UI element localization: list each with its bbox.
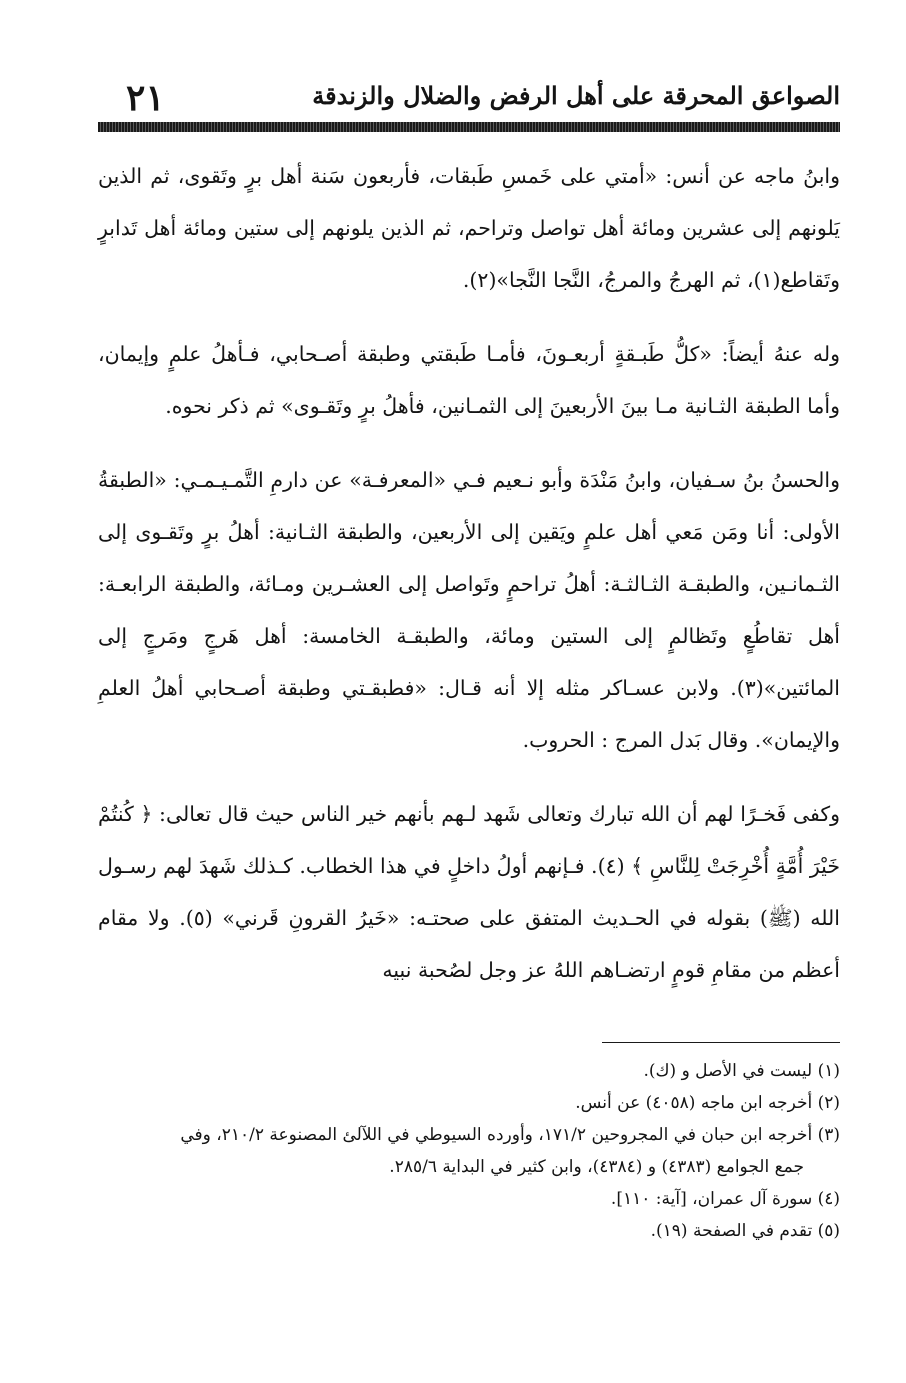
header-divider	[98, 122, 840, 132]
footnote-3-continued: جمع الجوامع (٤٣٨٣) و (٤٣٨٤)، وابن كثير في البداية ٢٨٥/٦.	[389, 1157, 804, 1177]
footnote-2: (٢) أخرجه ابن ماجه (٤٠٥٨) عن أنس.	[575, 1093, 840, 1113]
paragraph: وابنُ ماجه عن أنس: «أمتي على خَمسِ طَبقات، فأربعون سَنة أهل برٍ وتَقوى، ثم الذين يَلونهم إلى عشرين ومائة أهل تواصل وتراحم، ثم الذين يلونهم إلى ستين ومائة أهل تَدابرٍ وتَقاطع(١)، ثم الهرجُ والمرجُ، النَّجا النَّجا»(٢).	[98, 164, 840, 292]
footnote-1: (١) ليست في الأصل و (ك).	[643, 1061, 840, 1081]
running-title: الصواعق المحرقة على أهل الرفض والضلال والزندقة	[312, 81, 840, 110]
footnote-4: (٤) سورة آل عمران، [آية: ١١٠].	[610, 1189, 840, 1209]
page-header	[98, 70, 840, 122]
paragraph: وكفى فَخـرًا لهم أن الله تبارك وتعالى شَهد لـهم بأنهم خير الناس حيث قال تعالى: ﴿ كُنتُمْ خَيْرَ أُمَّةٍ أُخْرِجَتْ لِلنَّاسِ ﴾ (٤). فـإنهم أولُ داخلٍ في هذا الخطاب. كـذلك شَهدَ لهم رسـول الله (ﷺ) بقوله في الحـديث المتفق على صحتـه: «خَيرُ القرونِ قَرني» (٥). ولا مقام أعظم من مقامِ قومٍ ارتضـاهم اللهُ عز وجل لصُحبة نبيه	[97, 802, 840, 982]
paragraph: والحسنُ بنُ سـفيان، وابنُ مَنْدَة وأبو نـعيم فـي «المعرفـة» عن دارمِ التَّمـيـمـي: «الطبقةُ الأولى: أنا ومَن مَعي أهل علمٍ ويَقين إلى الأربعين، والطبقة الثـانية: أهلُ برٍ وتَقـوى إلى الثـمانـين، والطبقـة الثـالثـة: أهلُ تراحمٍ وتَواصل إلى العشـرين ومـائة، والطبقة الرابعـة: أهل تقاطُعٍ وتَظالمٍ إلى الستين ومائة، والطبقـة الخامسة: أهل هَرجٍ ومَرجٍ إلى المائتين»(٣). ولابن عسـاكر مثله إلا أنه قـال: «فطبقـتي وطبقة أصـحابي أهلُ العلمِ والإيمان». وقال بَدل المرج : الحروب.	[98, 468, 840, 752]
footnote-5: (٥) تقدم في الصفحة (١٩).	[650, 1221, 840, 1241]
paragraph: وله عنهُ أيضاً: «كلُّ طَبـقةٍ أربعـونَ، فأمـا طَبقتي وطبقة أصـحابي، فـأهلُ علمٍ وإيمان، وأما الطبقة الثـانية مـا بينَ الأربعينَ إلى الثمـانين، فأهلُ برٍ وتَقـوى» ثم ذكر نحوه.	[98, 342, 840, 418]
main-text	[98, 150, 840, 1008]
footnote-3: (٣) أخرجه ابن حبان في المجروحين ١٧١/٢، وأورده السيوطي في اللآلئ المصنوعة ٢١٠/٢، وفي	[180, 1125, 840, 1145]
footnotes	[98, 1055, 840, 1247]
footnote-divider	[602, 1042, 840, 1043]
page-number: ٢١	[126, 77, 165, 119]
